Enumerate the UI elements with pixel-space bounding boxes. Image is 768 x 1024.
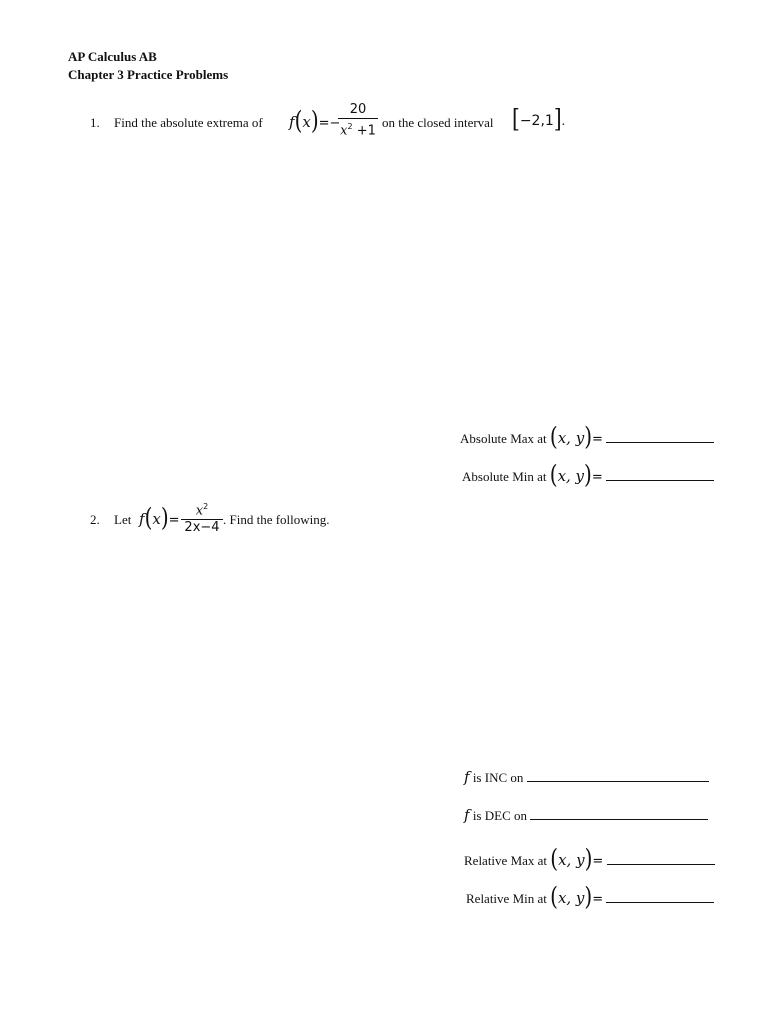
problem-number: 2. bbox=[90, 512, 100, 527]
answer-relative-min: Relative Min at (x, y)= bbox=[466, 886, 714, 907]
chapter-subtitle: Chapter 3 Practice Problems bbox=[68, 67, 229, 82]
problem-text-after: . Find the following. bbox=[223, 512, 330, 527]
answer-blank[interactable] bbox=[607, 852, 715, 865]
problem-text: Find the absolute extrema of bbox=[114, 115, 263, 130]
answer-absolute-max: Absolute Max at (x, y)= bbox=[460, 426, 714, 447]
function-fraction: 20 $x^2 +1$ bbox=[338, 103, 378, 138]
answer-increasing: f is INC on bbox=[464, 768, 709, 786]
answer-blank[interactable] bbox=[527, 769, 709, 782]
function-fraction: $x^2$ 2x−4 bbox=[181, 500, 223, 535]
problem-number: 1. bbox=[90, 115, 100, 130]
answer-relative-max: Relative Max at (x, y)= bbox=[464, 848, 715, 869]
answer-decreasing: f is DEC on bbox=[464, 806, 708, 824]
function-lhs: f(x)=− bbox=[289, 105, 341, 135]
problem-text-after: on the closed interval bbox=[382, 115, 494, 130]
answer-blank[interactable] bbox=[606, 430, 714, 443]
answer-blank[interactable] bbox=[530, 807, 708, 820]
problem-text: Let bbox=[114, 512, 132, 527]
function-lhs: f(x)= bbox=[139, 502, 180, 532]
answer-blank[interactable] bbox=[606, 468, 714, 481]
course-title: AP Calculus AB bbox=[68, 49, 157, 64]
answer-blank[interactable] bbox=[606, 890, 714, 903]
answer-absolute-min: Absolute Min at (x, y)= bbox=[462, 464, 714, 485]
interval: [−2,1]. bbox=[512, 103, 566, 133]
